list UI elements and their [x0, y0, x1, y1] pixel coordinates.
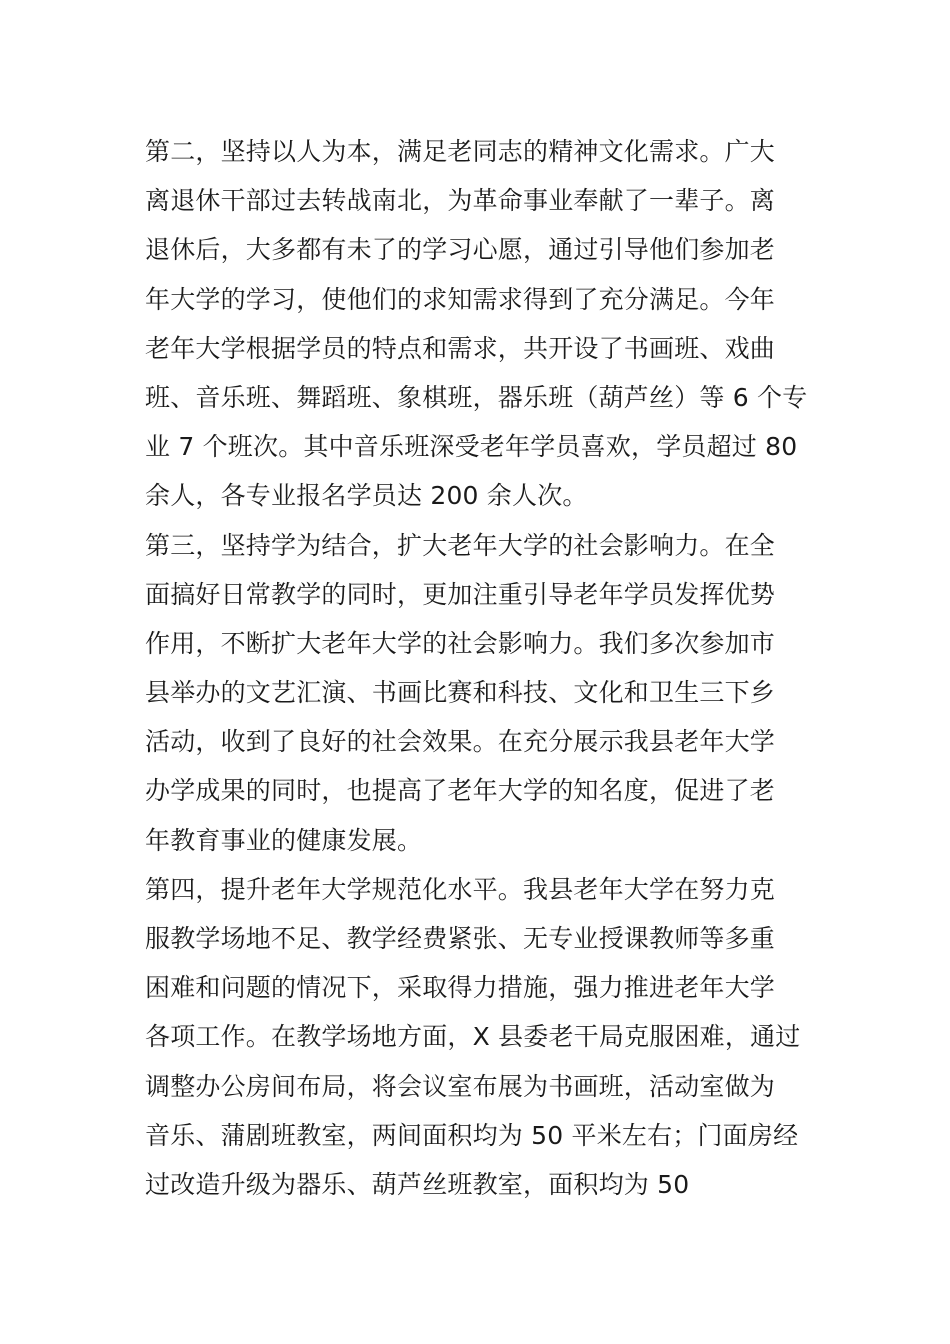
- document-body: [145, 127, 815, 1209]
- text-line: 余人，各专业报名学员达 200 余人次。: [145, 481, 588, 511]
- text-line: 老年大学根据学员的特点和需求，共开设了书画班、戏曲: [145, 333, 776, 363]
- text-line: 第三，坚持学为结合，扩大老年大学的社会影响力。在全: [145, 530, 776, 560]
- text-line: 年大学的学习，使他们的求知需求得到了充分满足。今年: [145, 284, 776, 314]
- text-line: 业 7 个班次。其中音乐班深受老年学员喜欢，学员超过 80: [145, 432, 798, 462]
- text-line: 年教育事业的健康发展。: [145, 825, 423, 855]
- text-line: 第四，提升老年大学规范化水平。我县老年大学在努力克: [145, 874, 776, 904]
- text-line: 调整办公房间布局，将会议室布展为书画班，活动室做为: [145, 1071, 776, 1101]
- paragraph-third: [145, 521, 815, 865]
- text-line: 离退休干部过去转战南北，为革命事业奉献了一辈子。离: [145, 186, 776, 216]
- text-line: 退休后，大多都有未了的学习心愿，通过引导他们参加老: [145, 235, 776, 265]
- text-line: 办学成果的同时，也提高了老年大学的知名度，促进了老: [145, 776, 776, 806]
- text-line: 音乐、蒲剧班教室，两间面积均为 50 平米左右；门面房经: [145, 1120, 799, 1150]
- text-line: 服教学场地不足、教学经费紧张、无专业授课教师等多重: [145, 924, 776, 953]
- text-line: 班、音乐班、舞蹈班、象棋班，器乐班（葫芦丝）等 6 个专: [145, 382, 808, 412]
- text-line: 县举办的文艺汇演、书画比赛和科技、文化和卫生三下乡: [145, 678, 776, 708]
- paragraph-second: [145, 127, 815, 521]
- text-line: 第二，坚持以人为本，满足老同志的精神文化需求。广大: [145, 137, 776, 166]
- text-line: 作用，不断扩大老年大学的社会影响力。我们多次参加市: [145, 628, 776, 658]
- text-line: 面搞好日常教学的同时，更加注重引导老年学员发挥优势: [145, 579, 776, 609]
- text-line: 活动，收到了良好的社会效果。在充分展示我县老年大学: [145, 727, 776, 757]
- text-line: 各项工作。在教学场地方面，X 县委老干局克服困难，通过: [145, 1022, 801, 1052]
- paragraph-fourth: [145, 865, 815, 1209]
- text-line: 困难和问题的情况下，采取得力措施，强力推进老年大学: [145, 973, 776, 1003]
- text-line: 过改造升级为器乐、葫芦丝班教室，面积均为 50: [145, 1169, 690, 1199]
